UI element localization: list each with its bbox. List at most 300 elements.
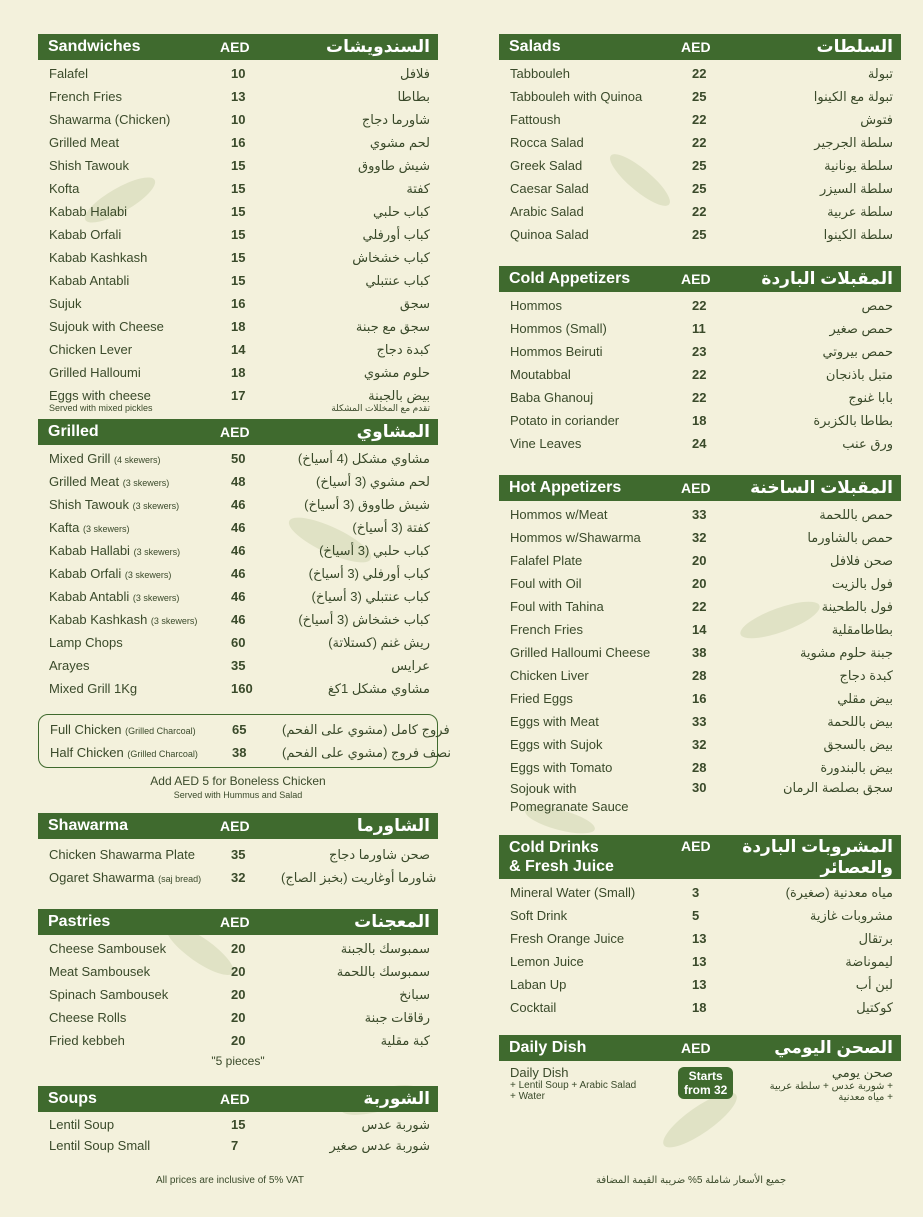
section-title-en: Pastries <box>48 913 111 930</box>
menu-list <box>499 292 901 455</box>
item-name-ar: كباب عنتبلي <box>365 272 430 288</box>
section-title-en: Shawarma <box>48 817 129 834</box>
item-price: 18 <box>692 413 707 428</box>
section-grilled <box>38 419 452 800</box>
item-price: 22 <box>692 599 707 614</box>
item-name-en: Tabbouleh <box>510 66 570 81</box>
menu-item <box>38 338 438 361</box>
item-name-en: Kafta <box>49 520 80 535</box>
item-name-en: Kofta <box>49 181 80 196</box>
menu-item <box>499 432 901 455</box>
item-price: 15 <box>231 1117 246 1132</box>
item-name-ar: بيض مقلي <box>837 690 893 706</box>
menu-list <box>38 445 438 700</box>
menu-item <box>38 1029 438 1052</box>
item-name-ar: ورق عنب <box>842 435 893 451</box>
item-detail: (Grilled Charcoal) <box>127 749 198 759</box>
item-detail: (3 skewers) <box>124 570 172 580</box>
menu-item <box>499 595 901 618</box>
menu-list <box>38 839 438 889</box>
item-name-en: Shish Tawouk <box>49 497 129 512</box>
item-detail: (3 skewers) <box>150 616 198 626</box>
menu-item <box>38 62 438 85</box>
item-name-ar: لحم مشوي <box>369 134 430 150</box>
item-name-en: Ogaret Shawarma <box>49 870 155 885</box>
item-name-ar: كبدة دجاج <box>839 667 893 683</box>
item-detail: (3 skewers) <box>132 501 180 511</box>
item-name-en: Potato in coriander <box>510 413 620 428</box>
menu-item <box>38 608 438 631</box>
item-detail: (Grilled Charcoal) <box>125 726 196 736</box>
item-name-en: Eggs with Meat <box>510 714 599 729</box>
item-name-en: Sujuk <box>49 296 82 311</box>
item-price: 15 <box>231 204 246 219</box>
item-price: 5 <box>692 908 700 923</box>
item-name-en: Caesar Salad <box>510 181 589 196</box>
item-price: 160 <box>231 681 253 696</box>
item-price: 35 <box>231 658 246 673</box>
vat-note-ar: جميع الأسعار شاملة 5% ضريبة القيمة المضافة <box>596 1175 787 1186</box>
item-name-en: Sujouk with Cheese <box>49 319 164 334</box>
item-name-ar: نصف فروج (مشوي على الفحم) <box>282 744 452 760</box>
currency-label: AED <box>220 914 250 930</box>
menu-item <box>499 108 901 131</box>
section-sandwiches <box>38 34 438 414</box>
item-name-en: Arayes <box>49 658 90 673</box>
item-name-ar: بطاطا <box>397 88 430 104</box>
menu-item <box>499 363 901 386</box>
item-name-en: Greek Salad <box>510 158 583 173</box>
section-header <box>499 475 901 501</box>
item-price: 10 <box>231 112 246 127</box>
item-price: 25 <box>692 181 707 196</box>
item-price: 20 <box>231 964 246 979</box>
item-name-ar: سجق مع جبنة <box>355 318 430 334</box>
menu-item <box>38 361 438 384</box>
section-title-en: Sandwiches <box>48 38 141 55</box>
item-price: 7 <box>231 1138 239 1153</box>
item-name-ar: بيض باللحمة <box>827 713 893 729</box>
item-price: 22 <box>692 298 707 313</box>
item-detail: (3 skewers) <box>82 524 130 534</box>
item-name-en: Eggs with cheese <box>49 388 151 403</box>
item-name-ar: كباب أورفلي <box>362 226 430 242</box>
section-title-en: Grilled <box>48 423 99 440</box>
item-name-ar: بابا غنوج <box>848 389 893 405</box>
item-name-en: Lentil Soup <box>49 1117 115 1132</box>
item-name-en: Kabab Hallabi <box>49 543 130 558</box>
item-name-ar: صحن شاورما دجاج <box>328 846 430 862</box>
item-detail: (3 skewers) <box>122 478 170 488</box>
item-name-en: Hommos w/Shawarma <box>510 530 641 545</box>
item-name-ar: حمص <box>861 297 893 313</box>
item-name-en: Cheese Sambousek <box>49 941 167 956</box>
menu-item <box>499 641 901 664</box>
item-price: 28 <box>692 668 707 683</box>
item-price: 25 <box>692 158 707 173</box>
item-name-ar: فلافل <box>399 65 430 81</box>
section-header <box>499 1035 901 1061</box>
menu-item <box>38 937 438 960</box>
right-column <box>499 34 901 1103</box>
item-name-ar: مياه معدنية (صغيرة) <box>785 884 893 900</box>
badge-line1: Starts <box>688 1069 723 1083</box>
item-price: 46 <box>231 520 246 535</box>
daily-dish-sides-ar: + شوربة عدس + سلطة عربية <box>769 1081 893 1092</box>
menu-item <box>38 200 438 223</box>
menu-item <box>499 973 901 996</box>
section-header <box>38 419 438 445</box>
item-price: 3 <box>692 885 700 900</box>
item-price: 20 <box>231 1033 246 1048</box>
item-name-ar: بطاطا بالكزبرة <box>813 412 893 428</box>
serving-note <box>38 403 438 414</box>
menu-item <box>38 246 438 269</box>
item-price: 14 <box>692 622 707 637</box>
menu-item <box>499 386 901 409</box>
left-column <box>38 34 452 1156</box>
menu-list <box>38 60 438 414</box>
menu-item <box>499 996 901 1019</box>
item-name-en: Lemon Juice <box>510 954 584 969</box>
item-name-ar: سلطة السيزر <box>820 180 893 196</box>
currency-label: AED <box>681 271 711 287</box>
item-name-en: Chicken Liver <box>510 668 589 683</box>
menu-item <box>499 154 901 177</box>
daily-dish-water: + Water <box>510 1091 545 1102</box>
item-price: 17 <box>231 388 246 403</box>
menu-item <box>38 131 438 154</box>
item-name-en: Quinoa Salad <box>510 227 589 242</box>
item-name-en: Mineral Water (Small) <box>510 885 636 900</box>
currency-label: AED <box>681 838 711 854</box>
item-name-en: Fresh Orange Juice <box>510 931 625 946</box>
section-title-ar: الصحن اليومي <box>774 1038 893 1057</box>
item-name-en: Hommos w/Meat <box>510 507 608 522</box>
item-name-ar: مشروبات غازية <box>809 907 893 923</box>
menu-item <box>499 572 901 595</box>
section-title-ar-line2: والعصائر <box>820 858 893 877</box>
item-price: 22 <box>692 204 707 219</box>
menu-item <box>499 687 901 710</box>
item-price: 15 <box>231 181 246 196</box>
item-name-ar: مشاوي مشكل (4 أسياخ) <box>297 450 430 466</box>
item-name-en: Full Chicken <box>50 722 122 737</box>
item-name-ar: سمبوسك بالجبنة <box>340 940 430 956</box>
daily-dish-row <box>499 1061 901 1103</box>
menu-item <box>39 718 450 741</box>
item-name-ar: متبل باذنجان <box>825 366 893 382</box>
item-price: 13 <box>692 977 707 992</box>
item-name-en: Rocca Salad <box>510 135 584 150</box>
item-price: 20 <box>692 576 707 591</box>
item-name-ar: كباب عنتبلي (3 أسياخ) <box>311 588 430 604</box>
item-price: 38 <box>692 645 707 660</box>
menu-item <box>38 960 438 983</box>
item-name-en: Kabab Kashkash <box>49 250 148 265</box>
item-name-en: Kabab Orfali <box>49 566 122 581</box>
item-name-ar: كباب أورفلي (3 أسياخ) <box>308 565 430 581</box>
item-name-ar: بيض بالسجق <box>823 736 893 752</box>
daily-dish-sides: + Lentil Soup + Arabic Salad <box>510 1080 637 1091</box>
menu-item <box>38 1006 438 1029</box>
menu-item <box>38 843 438 866</box>
menu-item <box>38 292 438 315</box>
item-name-en-line2: Pomegranate Sauce <box>510 799 629 814</box>
section-cold-drinks <box>499 835 901 1019</box>
item-name-en: Half Chicken <box>50 745 124 760</box>
item-name-ar: عرايس <box>391 657 430 673</box>
item-price: 46 <box>231 566 246 581</box>
section-title-ar: الشاورما <box>356 816 430 835</box>
item-name-en: Eggs with Tomato <box>510 760 613 775</box>
item-name-en: Chicken Lever <box>49 342 133 357</box>
menu-item <box>38 677 438 700</box>
item-name-en: Mixed Grill 1Kg <box>49 681 138 696</box>
item-price: 11 <box>692 321 706 336</box>
section-title-en: Daily Dish <box>509 1039 587 1056</box>
item-name-en: Kabab Kashkash <box>49 612 148 627</box>
section-title-en: Hot Appetizers <box>509 479 622 496</box>
menu-item <box>499 317 901 340</box>
item-price: 16 <box>231 296 246 311</box>
item-price: 20 <box>692 553 707 568</box>
item-name-en: Spinach Sambousek <box>49 987 169 1002</box>
item-name-en: Hommos (Small) <box>510 321 607 336</box>
item-price: 20 <box>231 941 246 956</box>
item-name-en: Grilled Halloumi Cheese <box>510 645 651 660</box>
menu-item <box>38 539 438 562</box>
menu-item <box>38 85 438 108</box>
item-price: 33 <box>692 714 707 729</box>
item-price: 22 <box>692 112 707 127</box>
item-name-en: Falafel Plate <box>510 553 583 568</box>
menu-item <box>38 983 438 1006</box>
item-name-en: Kabab Orfali <box>49 227 122 242</box>
menu-list <box>38 1112 438 1156</box>
daily-dish-water-ar: + مياه معدنية <box>838 1092 893 1103</box>
item-name-ar: فول بالزيت <box>831 575 893 591</box>
menu-item <box>38 631 438 654</box>
menu-item <box>499 904 901 927</box>
currency-label: AED <box>681 480 711 496</box>
section-salads <box>499 34 901 246</box>
item-name-en: Cocktail <box>510 1000 557 1015</box>
item-name-en: Moutabbal <box>510 367 571 382</box>
item-price: 18 <box>231 319 246 334</box>
section-header <box>38 909 438 935</box>
menu-item <box>38 269 438 292</box>
section-header <box>38 813 438 839</box>
menu-item <box>38 1135 438 1156</box>
item-name-ar: سلطة عربية <box>827 203 893 219</box>
item-name-ar: كفتة <box>406 180 430 196</box>
boneless-note: Add AED 5 for Boneless Chicken <box>150 774 326 788</box>
item-name-en: Meat Sambousek <box>49 964 151 979</box>
item-price: 10 <box>231 66 246 81</box>
item-price: 23 <box>692 344 707 359</box>
menu-item <box>499 950 901 973</box>
menu-item <box>499 409 901 432</box>
section-header <box>38 1086 438 1112</box>
menu-item <box>38 315 438 338</box>
menu-item <box>499 733 901 756</box>
menu-item <box>38 493 438 516</box>
daily-dish-name-ar: صحن يومي <box>831 1065 893 1080</box>
item-name-en: Eggs with Sujok <box>510 737 603 752</box>
menu-item <box>499 503 901 526</box>
item-name-en: Kabab Antabli <box>49 589 130 604</box>
item-name-ar: سجق بصلصة الرمان <box>782 780 893 795</box>
menu-item <box>38 154 438 177</box>
item-name-en: Lentil Soup Small <box>49 1138 151 1153</box>
menu-item <box>499 223 901 246</box>
item-name-ar: شاورما دجاج <box>361 111 430 127</box>
currency-label: AED <box>220 424 250 440</box>
item-name-en: French Fries <box>49 89 122 104</box>
item-name-ar: بيض بالجبنة <box>368 387 430 403</box>
item-price: 18 <box>692 1000 707 1015</box>
item-name-ar: سلطة يونانية <box>824 157 893 173</box>
section-daily-dish <box>499 1035 901 1103</box>
item-name-ar: كباب حلبي (3 أسياخ) <box>319 542 430 558</box>
item-price: 46 <box>231 589 246 604</box>
starts-from-badge <box>678 1067 733 1099</box>
item-price: 32 <box>692 737 707 752</box>
item-name-en: Kabab Antabli <box>49 273 130 288</box>
item-price: 16 <box>231 135 246 150</box>
item-name-ar: فروج كامل (مشوي على الفحم) <box>282 721 450 737</box>
item-name-en: Laban Up <box>510 977 567 992</box>
item-name-ar: لبن أب <box>855 976 893 992</box>
menu-item <box>499 618 901 641</box>
item-price: 65 <box>232 722 247 737</box>
item-price: 15 <box>231 250 246 265</box>
note-ar: تقدم مع المخللات المشكلة <box>331 403 430 413</box>
item-name-ar: سجق <box>399 295 430 311</box>
item-price: 25 <box>692 89 707 104</box>
item-name-ar: بيض بالبندورة <box>820 759 893 775</box>
item-price: 33 <box>692 507 707 522</box>
item-name-ar: شيش طاووق <box>358 157 430 173</box>
item-name-ar: تبولة <box>867 65 893 81</box>
menu-item <box>499 549 901 572</box>
item-name-en: Fattoush <box>510 112 561 127</box>
menu-item <box>499 131 901 154</box>
item-name-ar: بطاطامقلية <box>831 621 893 637</box>
section-pastries <box>38 909 438 1068</box>
menu-item <box>499 62 901 85</box>
currency-label: AED <box>681 1040 711 1056</box>
item-price: 13 <box>692 931 707 946</box>
item-detail: (3 skewers) <box>132 593 180 603</box>
item-price: 22 <box>692 390 707 405</box>
served-note: Served with Hummus and Salad <box>173 790 303 800</box>
menu-item <box>38 585 438 608</box>
item-name-en: Grilled Halloumi <box>49 365 141 380</box>
item-name-en: Foul with Oil <box>510 576 582 591</box>
item-name-ar: كباب حلبي <box>372 203 430 219</box>
section-header <box>499 835 901 879</box>
section-title-ar: السلطات <box>816 37 893 56</box>
item-price: 60 <box>231 635 246 650</box>
item-name-ar: جبنة حلوم مشوية <box>799 644 893 660</box>
section-title-en: Soups <box>48 1090 97 1107</box>
item-detail: (3 skewers) <box>133 547 181 557</box>
item-price: 48 <box>231 474 246 489</box>
menu-item <box>38 562 438 585</box>
menu-item <box>39 741 452 764</box>
item-price: 35 <box>231 847 246 862</box>
item-name-en: Hommos <box>510 298 563 313</box>
item-price: 38 <box>232 745 247 760</box>
currency-label: AED <box>681 39 711 55</box>
item-name-en: Grilled Meat <box>49 474 120 489</box>
item-name-ar: فول بالطحينة <box>821 598 893 614</box>
item-price: 46 <box>231 612 246 627</box>
item-name-ar: صحن فلافل <box>830 552 893 568</box>
section-title-ar: الشوربة <box>363 1089 430 1108</box>
currency-label: AED <box>220 1091 250 1107</box>
menu-item <box>499 177 901 200</box>
menu-item <box>499 779 901 817</box>
item-name-en: Soft Drink <box>510 908 568 923</box>
menu-item <box>38 516 438 539</box>
item-name-en: Foul with Tahina <box>510 599 604 614</box>
item-name-en: Mixed Grill <box>49 451 111 466</box>
menu-item <box>38 470 438 493</box>
item-price: 50 <box>231 451 246 466</box>
item-name-ar: سمبوسك باللحمة <box>336 963 430 979</box>
item-name-en: Cheese Rolls <box>49 1010 127 1025</box>
note-en: Served with mixed pickles <box>49 403 153 413</box>
item-price: 46 <box>231 543 246 558</box>
section-title-ar: المعجنات <box>354 912 430 931</box>
item-name-en: Kabab Halabi <box>49 204 128 219</box>
item-name-en: Shawarma (Chicken) <box>49 112 171 127</box>
menu-item <box>499 881 901 904</box>
item-name-en: Shish Tawouk <box>49 158 129 173</box>
menu-item <box>38 223 438 246</box>
menu-item <box>38 866 438 889</box>
section-soups <box>38 1086 438 1156</box>
item-name-en: Hommos Beiruti <box>510 344 603 359</box>
item-name-ar: حمص صغير <box>829 320 893 336</box>
item-price: 15 <box>231 158 246 173</box>
menu-item <box>499 756 901 779</box>
item-price: 13 <box>231 89 246 104</box>
item-name-ar: حمص بيروتي <box>822 343 893 359</box>
item-name-ar: كفتة (3 أسياخ) <box>352 519 430 535</box>
vat-note-en: All prices are inclusive of 5% VAT <box>156 1175 305 1186</box>
item-name-en: Sojouk with <box>510 781 577 796</box>
item-name-ar: فتوش <box>860 111 893 127</box>
item-name-ar: رقاقات جبنة <box>364 1009 430 1025</box>
section-header <box>38 34 438 60</box>
menu-item <box>38 654 438 677</box>
item-name-ar: سلطة الجرجير <box>814 134 893 150</box>
item-name-ar: حمص باللحمة <box>819 506 893 522</box>
item-name-ar: ريش غنم (كستلاتة) <box>328 634 430 650</box>
item-price: 15 <box>231 273 246 288</box>
menu-item <box>499 340 901 363</box>
item-price: 32 <box>692 530 707 545</box>
item-price: 22 <box>692 367 707 382</box>
section-hot-appetizers <box>499 475 901 817</box>
section-header <box>499 266 901 292</box>
item-price: 25 <box>692 227 707 242</box>
item-price: 15 <box>231 227 246 242</box>
